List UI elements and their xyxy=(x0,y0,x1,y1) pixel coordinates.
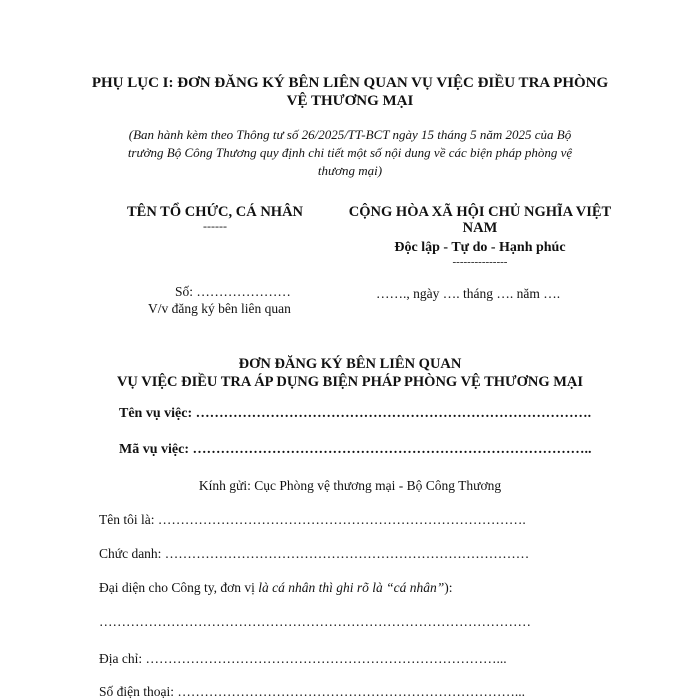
represent-italic-note: là cá nhân thì ghi rõ là “cá nhân” xyxy=(258,580,445,595)
date-line: ……., ngày …. tháng …. năm …. xyxy=(376,286,561,301)
form-title-line2: VỤ VIỆC ĐIỀU TRA ÁP DỤNG BIỆN PHÁP PHÒNG VỆ THƯƠNG MẠI xyxy=(116,374,584,390)
address-field: Địa chỉ: ……………………………………………………………………... xyxy=(99,651,507,666)
case-code-field: Mã vụ việc: ………………………………………………………………………….. xyxy=(119,442,592,457)
appendix-title-line1: PHỤ LỤC I: ĐƠN ĐĂNG KÝ BÊN LIÊN QUAN VỤ VIỆC ĐIỀU TRA PHÒNG xyxy=(91,75,609,91)
issuance-note-line3: thương mại) xyxy=(317,163,383,178)
represent-blank-line: …………………………………………………………………………………… xyxy=(99,614,531,629)
document-number: Số: ………………… xyxy=(175,284,291,299)
issuance-note-line1: (Ban hành kèm theo Thông tư số 26/2025/TT-BCT ngày 15 tháng 5 năm 2025 của Bộ xyxy=(128,127,572,142)
nation-name-line1: CỘNG HÒA XÃ HỘI CHỦ NGHĨA VIỆT xyxy=(348,204,612,220)
issuance-note-line2: trưởng Bộ Công Thương quy định chi tiết một số nội dung về các biện pháp phòng vệ xyxy=(127,145,573,160)
document-subject: V/v đăng ký bên liên quan xyxy=(148,301,291,316)
phone-field: Số điện thoại: …………………………………………………………………... xyxy=(99,684,525,699)
form-title-line1: ĐƠN ĐĂNG KÝ BÊN LIÊN QUAN xyxy=(238,356,462,372)
applicant-title-field: Chức danh: ……………………………………………………………………… xyxy=(99,546,530,561)
appendix-title-line2: VỆ THƯƠNG MẠI xyxy=(286,93,414,109)
right-header-rule: --------------- xyxy=(452,256,508,268)
org-name: TÊN TỔ CHỨC, CÁ NHÂN xyxy=(126,204,304,220)
represent-prefix: Đại diện cho Công ty, đơn vị xyxy=(99,580,259,595)
represent-suffix: ): xyxy=(444,580,453,595)
represent-line xyxy=(99,579,453,596)
nation-name-line2: NAM xyxy=(462,220,498,236)
addressee: Kính gửi: Cục Phòng vệ thương mại - Bộ Công Thương xyxy=(198,478,502,493)
national-motto: Độc lập - Tự do - Hạnh phúc xyxy=(394,240,566,255)
left-header-rule: ------ xyxy=(203,219,227,233)
applicant-name-field: Tên tôi là: ………………………………………………………………………. xyxy=(99,512,526,527)
case-name-field: Tên vụ việc: …………………………………………………………………………. xyxy=(119,406,592,421)
